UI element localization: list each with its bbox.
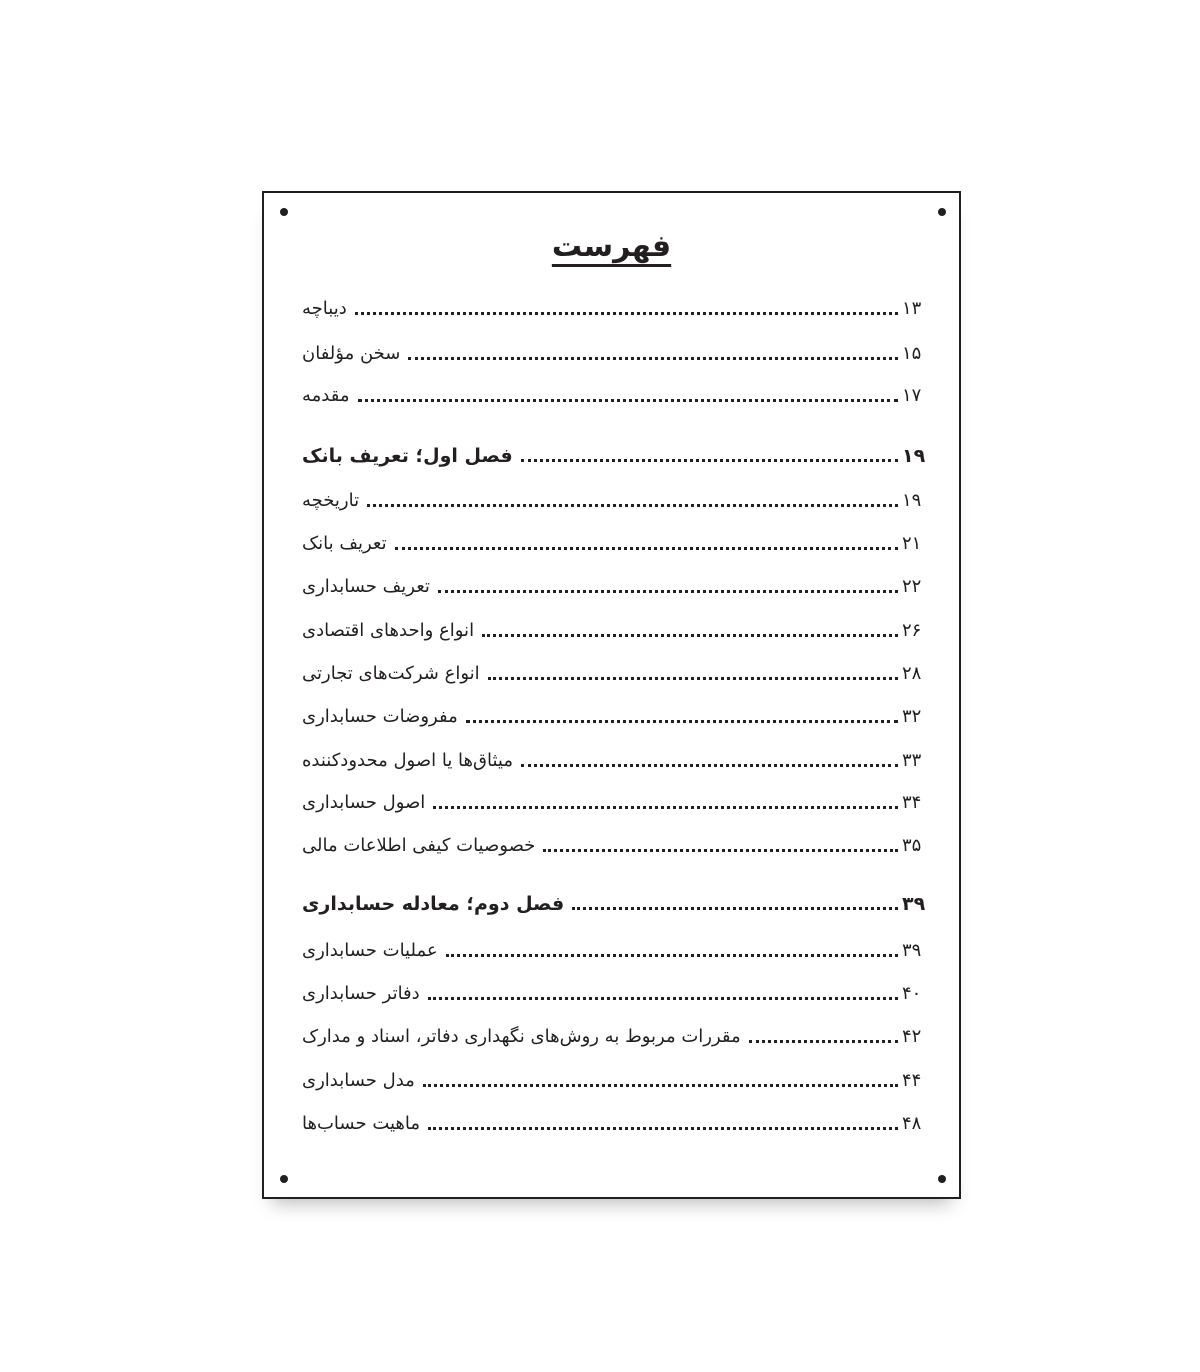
corner-dot-icon <box>938 208 946 216</box>
toc-entry-label: تاریخچه <box>302 490 360 511</box>
toc-entry-label: عملیات حسابداری <box>302 940 438 961</box>
dot-leader <box>543 849 898 852</box>
toc-entry-page: ۴۴ <box>902 1070 922 1091</box>
toc-entry <box>298 291 932 321</box>
toc-entry-page: ۴۸ <box>902 1113 922 1134</box>
dot-leader <box>482 634 898 637</box>
toc-chapter-entry <box>298 886 932 916</box>
dot-leader <box>749 1040 898 1043</box>
dot-leader <box>358 399 899 402</box>
toc-entry <box>298 1019 932 1049</box>
toc-entry-page: ۱۵ <box>902 343 922 364</box>
page-title: فهرست <box>551 229 672 264</box>
toc-entry <box>298 743 932 773</box>
toc-entry-page: ۱۹ <box>902 490 922 511</box>
toc-entry-label: دفاتر حسابداری <box>302 983 420 1004</box>
toc-entry-label: تعریف بانک <box>302 533 387 554</box>
toc-entry-page: ۳۹ <box>902 893 926 915</box>
toc-entry <box>298 976 932 1006</box>
dot-leader <box>446 954 898 957</box>
toc-entry-label: انواع شرکت‌های تجارتی <box>302 663 480 684</box>
toc-entry-label: انواع واحدهای اقتصادی <box>302 620 475 641</box>
toc-entry <box>298 1106 932 1136</box>
toc-entry-page: ۱۷ <box>902 385 922 406</box>
toc-entry-label: مفروضات حسابداری <box>302 706 458 727</box>
toc-entry <box>298 613 932 643</box>
toc-entry <box>298 378 932 408</box>
corner-dot-icon <box>280 208 288 216</box>
dot-leader <box>433 806 898 809</box>
toc-entry-label: میثاق‌ها یا اصول محدودکننده <box>302 750 513 771</box>
toc-entry <box>298 656 932 686</box>
toc-entry-label: خصوصیات کیفی اطلاعات مالی <box>302 835 536 856</box>
dot-leader <box>395 547 898 550</box>
toc-entry <box>298 569 932 599</box>
toc-entry-page: ۳۴ <box>902 792 922 813</box>
toc-entry-page: ۳۳ <box>902 750 922 771</box>
dot-leader <box>488 677 898 680</box>
dot-leader <box>466 720 898 723</box>
toc-entry-label: مدل حسابداری <box>302 1070 415 1091</box>
toc-entry-label: فصل اول؛ تعریف بانک <box>302 445 513 467</box>
dot-leader <box>423 1084 898 1087</box>
toc-chapter-entry <box>298 438 932 468</box>
toc-entry <box>298 336 932 366</box>
toc-entry-label: مقدمه <box>302 385 350 406</box>
corner-dot-icon <box>938 1175 946 1183</box>
toc-list <box>298 193 932 1197</box>
toc-entry-page: ۲۱ <box>902 533 922 554</box>
toc-entry-page: ۳۵ <box>902 835 922 856</box>
toc-entry-label: تعریف حسابداری <box>302 576 430 597</box>
toc-entry <box>298 785 932 815</box>
toc-entry-page: ۲۲ <box>902 576 922 597</box>
toc-entry <box>298 933 932 963</box>
toc-entry <box>298 483 932 513</box>
toc-entry-label: دیباچه <box>302 298 347 319</box>
toc-entry <box>298 526 932 556</box>
dot-leader <box>355 312 898 315</box>
toc-entry-label: سخن مؤلفان <box>302 343 401 364</box>
dot-leader <box>572 907 898 910</box>
dot-leader <box>428 1127 898 1130</box>
toc-entry <box>298 1063 932 1093</box>
toc-entry-page: ۲۸ <box>902 663 922 684</box>
toc-entry-page: ۴۲ <box>902 1026 922 1047</box>
toc-page <box>262 191 961 1199</box>
toc-entry-label: فصل دوم؛ معادله حسابداری <box>302 893 565 915</box>
dot-leader <box>408 357 898 360</box>
toc-entry-label: اصول حسابداری <box>302 792 426 813</box>
toc-entry-page: ۱۹ <box>902 445 926 467</box>
toc-entry-label: مقررات مربوط به روش‌های نگهداری دفاتر، اسناد و مدارک <box>302 1026 741 1047</box>
toc-entry-page: ۴۰ <box>902 983 922 1004</box>
toc-entry-page: ۱۳ <box>902 298 922 319</box>
toc-entry <box>298 828 932 858</box>
dot-leader <box>521 764 898 767</box>
dot-leader <box>428 997 898 1000</box>
toc-entry-page: ۳۹ <box>902 940 922 961</box>
dot-leader <box>438 590 898 593</box>
dot-leader <box>367 504 898 507</box>
corner-dot-icon <box>280 1175 288 1183</box>
toc-entry-label: ماهیت حساب‌ها <box>302 1113 421 1134</box>
toc-entry-page: ۲۶ <box>902 620 922 641</box>
dot-leader <box>521 459 898 462</box>
toc-entry <box>298 699 932 729</box>
toc-entry-page: ۳۲ <box>902 706 922 727</box>
